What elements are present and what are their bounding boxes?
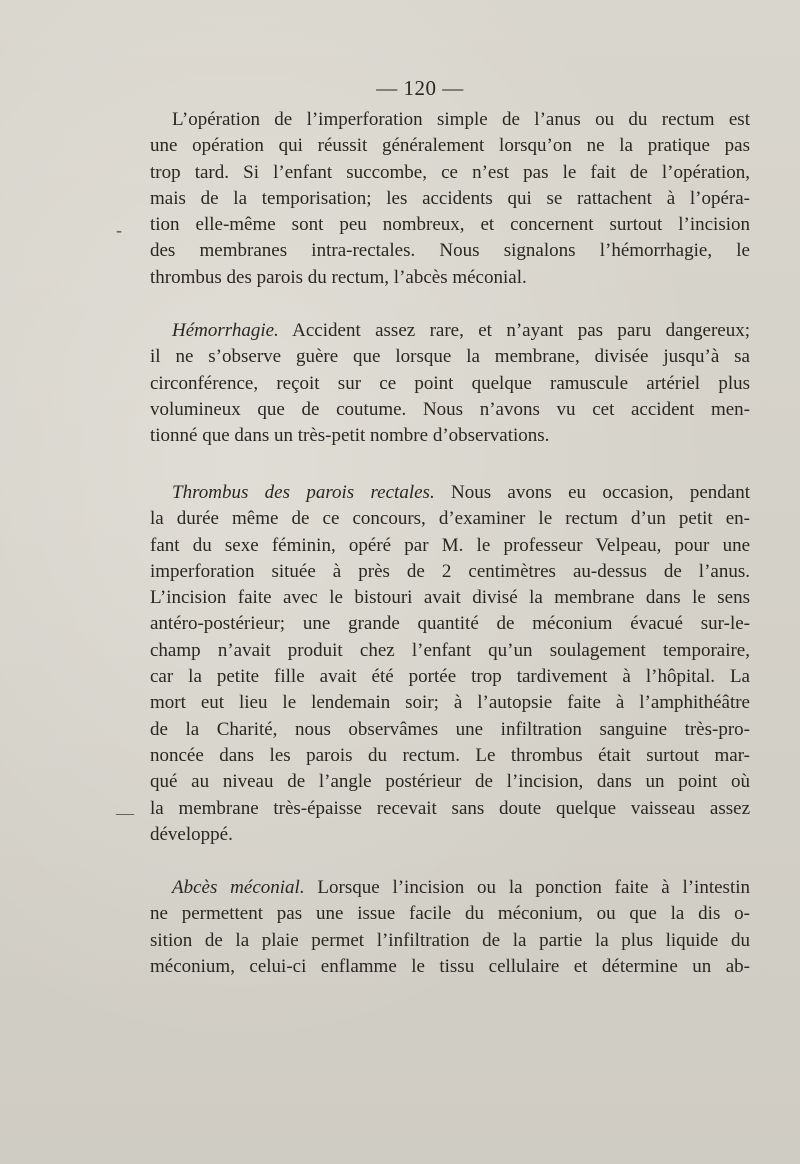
text-line: mort eut lieu le lendemain soir; à l’autopsie faite à l’amphithéâtre (150, 692, 750, 714)
paragraph-intro (150, 107, 750, 291)
section-heading: Thrombus des parois rectales. (172, 482, 435, 503)
text-line: imperforation située à près de 2 centimètres au-dessus de l’anus. (150, 560, 750, 582)
text-line: mais de la temporisation; les accidents qui se rattachent à l’opéra- (150, 187, 750, 209)
text-line: des membranes intra-rectales. Nous signalons l’hémorrhagie, le (150, 240, 750, 262)
text-line: L’incision faite avec le bistouri avait divisé la membrane dans le sens (150, 587, 750, 609)
section-heading: Abcès méconial. (172, 877, 305, 898)
text-line: de la Charité, nous observâmes une infiltration sanguine très-pro- (150, 718, 750, 740)
paragraph-hemorrhagie (150, 318, 750, 449)
text-line: qué au niveau de l’angle postérieur de l’incision, dans un point où (150, 771, 750, 793)
text-line: champ n’avait produit chez l’enfant qu’un soulagement temporaire, (150, 639, 750, 661)
paragraph-abces (150, 875, 750, 980)
margin-mark: — (116, 803, 134, 823)
text-line: noncée dans les parois du rectum. Le thrombus était surtout mar- (150, 744, 750, 766)
text-line: la membrane très-épaisse recevait sans doute quelque vaisseau assez (150, 797, 750, 819)
text-line: trop tard. Si l’enfant succombe, ce n’est pas le fait de l’opération, (150, 161, 750, 183)
text-line: Thrombus des parois rectales. Nous avons eu occasion, pendant (172, 482, 750, 503)
text-line: thrombus des parois du rectum, l’abcès méconial. (150, 266, 527, 288)
text-line: fant du sexe féminin, opéré par M. le professeur Velpeau, pour une (150, 534, 750, 556)
text-line: la durée même de ce concours, d’examiner le rectum d’un petit en- (150, 508, 750, 530)
text-line: méconium, celui-ci enflamme le tissu cellulaire et détermine un ab- (150, 955, 750, 977)
text-line: Hémorrhagie. Accident assez rare, et n’ayant pas paru dangereux; (172, 320, 750, 341)
page-number: — 120 — (376, 76, 464, 100)
text-line: volumineux que de coutume. Nous n’avons vu cet accident men- (150, 398, 750, 420)
text-line: circonférence, reçoit sur ce point quelque ramuscule artériel plus (150, 372, 750, 394)
text-line: ne permettent pas une issue facile du méconium, ou que la dis o- (150, 903, 750, 925)
text-line: tionné que dans un très-petit nombre d’observations. (150, 425, 550, 447)
text-line: tion elle-même sont peu nombreux, et concernent surtout l’incision (150, 214, 750, 236)
margin-mark: - (116, 220, 122, 240)
text-line: Abcès méconial. Lorsque l’incision ou la ponction faite à l’intestin (172, 877, 751, 898)
text-line: il ne s’observe guère que lorsque la membrane, divisée jusqu’à sa (150, 346, 750, 368)
text-line: sition de la plaie permet l’infiltration de la partie la plus liquide du (150, 929, 750, 951)
text-line: développé. (150, 823, 233, 845)
text-line: une opération qui réussit généralement lorsqu’on ne la pratique pas (150, 135, 750, 157)
paragraph-thrombus (150, 480, 750, 848)
text-line: L’opération de l’imperforation simple de l’anus ou du rectum est (172, 109, 750, 130)
section-heading: Hémorrhagie. (172, 320, 279, 341)
text-line: car la petite fille avait été portée trop tardivement à l’hôpital. La (150, 666, 750, 688)
text-line: antéro-postérieur; une grande quantité de méconium évacué sur-le- (150, 613, 750, 635)
